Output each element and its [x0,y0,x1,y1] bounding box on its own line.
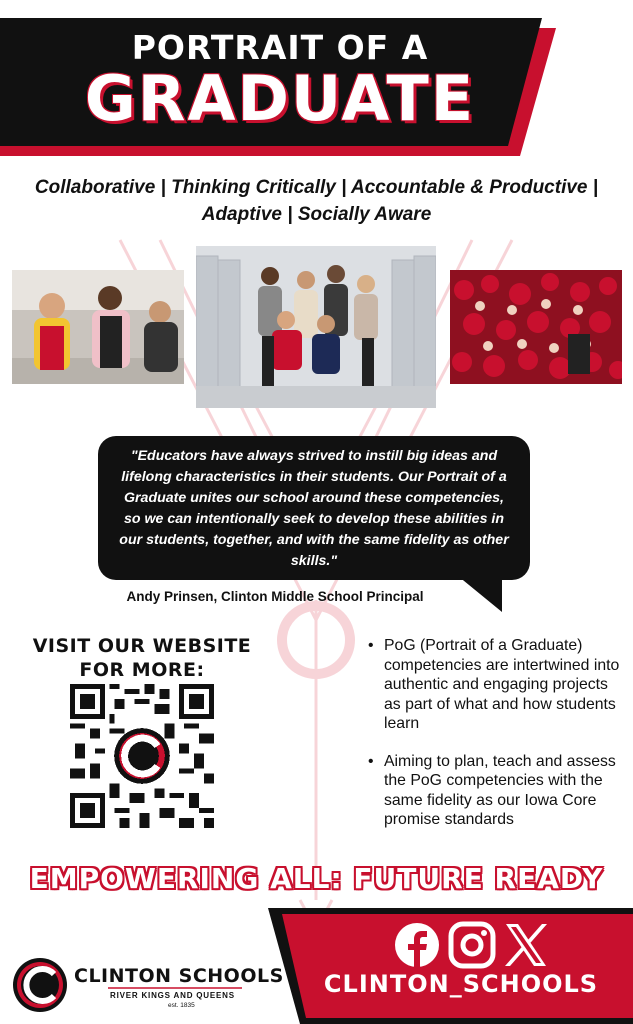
pog-bullet-2: • Aiming to plan, teach and assess the PoG competencies with the same fidelity as our Iowa Core promise standards [368,752,624,830]
clinton-c-logo-icon [13,958,67,1012]
visit-website-line-2: FOR MORE: [79,659,205,681]
logo-school-name: CLINTON SCHOOLS [74,965,284,987]
x-icon[interactable] [505,924,547,966]
title-graduate: GRADUATE [84,62,476,135]
facebook-icon[interactable] [395,923,439,967]
pog-bullet-1: • PoG (Portrait of a Graduate) competencies are intertwined into authentic and engaging projects as part of what and how students learn [368,636,624,734]
competencies-line-2: Adaptive | Socially Aware [201,204,432,225]
visit-website-line-1: VISIT OUR WEBSITE [32,635,252,657]
social-handle[interactable]: CLINTON_SCHOOLS [323,970,599,998]
social-icons [390,918,550,972]
visit-website-heading [24,634,260,682]
pog-bullet-list [368,636,624,848]
photo-students-hallway [196,246,436,408]
logo-tagline: RIVER KINGS AND QUEENS [110,991,235,1000]
photo-graduation-crowd [450,270,622,384]
competencies-line-1: Collaborative | Thinking Critically | Accountable & Productive | [34,177,599,198]
slogan: EMPOWERING ALL: FUTURE READY [29,862,604,895]
title-portrait-of-a: PORTRAIT OF A [131,28,429,67]
principal-quote: "Educators have always strived to instill big ideas and lifelong characteristics in their students. Our Portrait of a Graduate unites our school around these competencies, so we can intentionally seek to develop these abilities in our students, together, and with the same fidelity as other skills." [119,448,509,569]
competencies-list [0,174,633,228]
photo-cooking-class [12,270,184,384]
quote-author: Andy Prinsen, Clinton Middle School Principal [126,589,424,604]
logo-established: est. 1835 [168,1002,195,1009]
instagram-icon[interactable] [451,924,493,966]
qr-code[interactable] [70,684,214,828]
